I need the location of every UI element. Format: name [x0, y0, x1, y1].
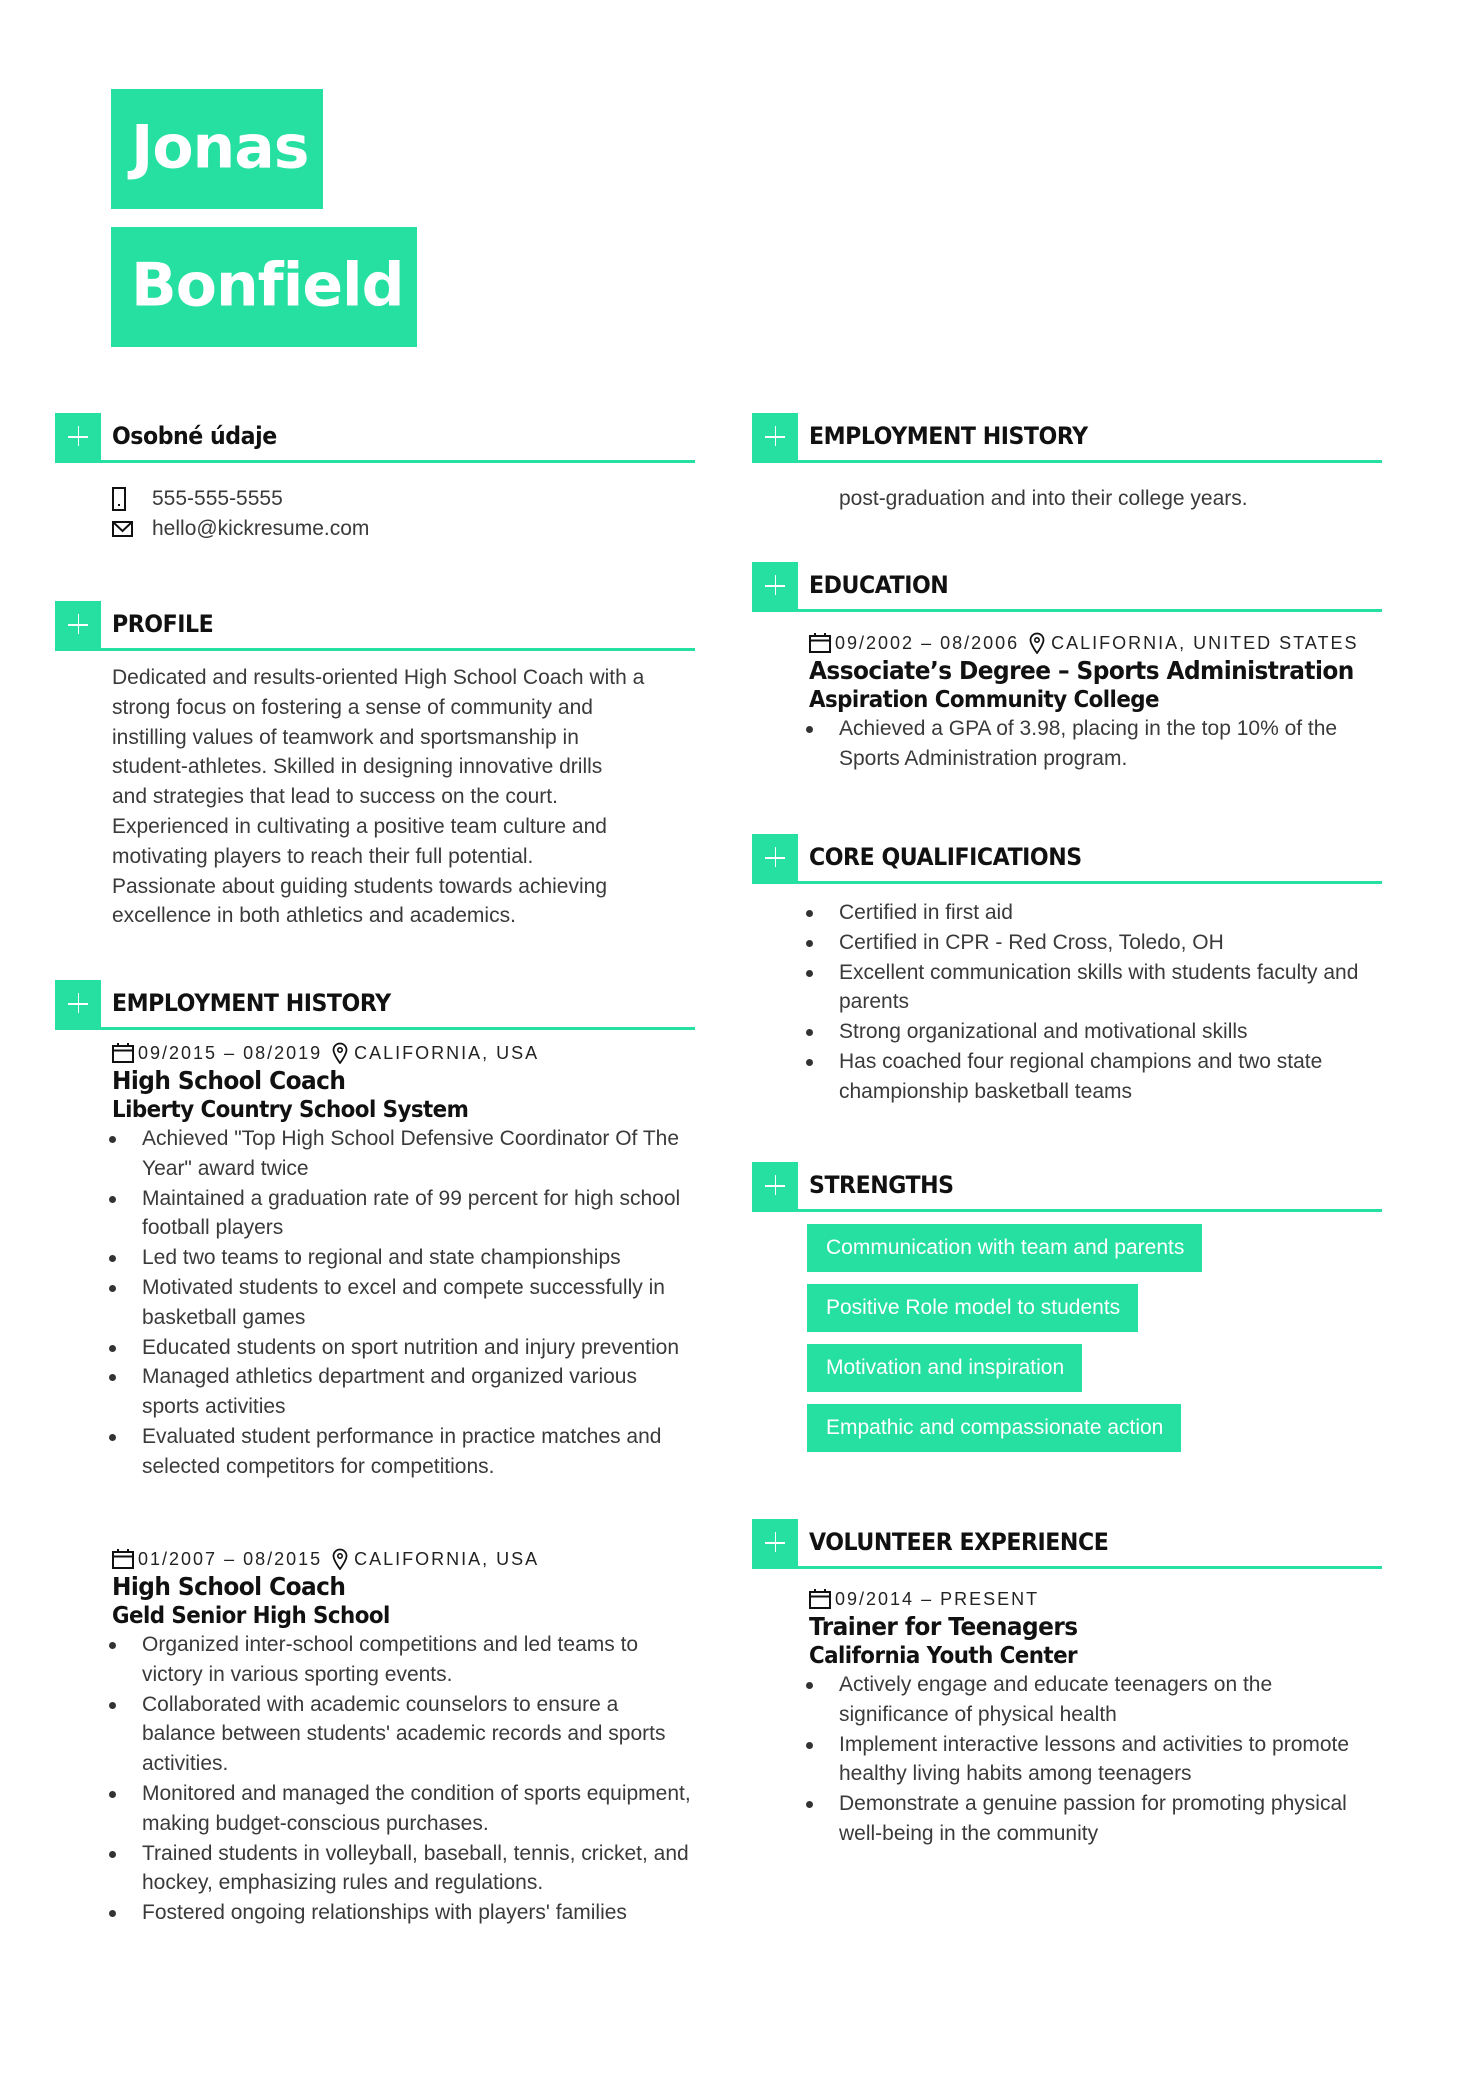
phone-icon — [112, 487, 138, 511]
volunteer-organization: California Youth Center — [809, 1643, 1078, 1669]
profile-line: student-athletes. Skilled in designing innovative drills — [112, 755, 603, 779]
bullet-item: Fostered ongoing relationships with players' families — [112, 1898, 695, 1928]
section-heading — [752, 1162, 1382, 1212]
bullet-item: Trained students in volleyball, baseball, tennis, cricket, and hockey, emphasizing rules and regulations. — [112, 1839, 695, 1899]
education-dates: 09/2002 – 08/2006 — [835, 632, 1020, 653]
profile-line: excellence in both athletics and academics. — [112, 904, 516, 928]
bullet-item: Maintained a graduation rate of 99 percent for high school football players — [112, 1184, 695, 1244]
first-name-box — [111, 89, 323, 209]
bullet-item: Implement interactive lessons and activities to promote healthy living habits among teenagers — [809, 1730, 1382, 1790]
profile-line: Passionate about guiding students towards achieving — [112, 874, 607, 898]
last-name-box — [111, 227, 417, 347]
strengths-section — [752, 1162, 1382, 1439]
bullet-item: Organized inter-school competitions and led teams to victory in various sporting events. — [112, 1630, 695, 1690]
personal-section — [55, 413, 695, 540]
phone-row — [112, 484, 695, 514]
job-meta — [112, 1040, 695, 1066]
profile-line: instilling values of teamwork and sportsmanship in — [112, 725, 579, 749]
bullet-item: Educated students on sport nutrition and injury prevention — [112, 1333, 695, 1363]
calendar-icon — [112, 1549, 134, 1569]
profile-line: strong focus on fostering a sense of community and — [112, 695, 593, 719]
section-title: EMPLOYMENT HISTORY — [809, 422, 1088, 450]
education-section — [752, 562, 1382, 770]
phone-number: 555-555-5555 — [152, 487, 283, 510]
employment-section — [55, 980, 695, 1925]
last-name: Bonfield — [131, 250, 404, 321]
section-title: CORE QUALIFICATIONS — [809, 843, 1082, 871]
location-pin-icon — [1029, 632, 1045, 654]
bullet-item: Motivated students to excel and compete successfully in basketball games — [112, 1273, 695, 1333]
job-location: CALIFORNIA, USA — [354, 1548, 540, 1569]
volunteer-bullets — [809, 1670, 1382, 1849]
employment-continued-text: post-graduation and into their college years. — [839, 487, 1248, 510]
qualifications-list — [809, 898, 1382, 1107]
section-title: Osobné údaje — [112, 422, 277, 450]
strength-tag: Motivation and inspiration — [807, 1344, 1082, 1392]
profile-section — [55, 601, 695, 928]
location-pin-icon — [332, 1548, 348, 1570]
section-title: PROFILE — [112, 610, 214, 638]
section-heading — [752, 1519, 1382, 1569]
profile-text — [112, 663, 695, 931]
education-bullets — [809, 714, 1382, 774]
job-location: CALIFORNIA, USA — [354, 1042, 540, 1063]
volunteer-section — [752, 1519, 1382, 1845]
bullet-item: Collaborated with academic counselors to ensure a balance between students' academic records and sports activities. — [112, 1690, 695, 1779]
qualification-item: Certified in CPR - Red Cross, Toledo, OH — [809, 928, 1382, 958]
employment-continued-section — [752, 413, 1382, 510]
first-name: Jonas — [131, 112, 309, 183]
bullet-item: Demonstrate a genuine passion for promoting physical well-being in the community — [809, 1789, 1382, 1849]
job-dates: 09/2015 – 08/2019 — [138, 1042, 323, 1063]
section-title: EDUCATION — [809, 571, 949, 599]
job-organization: Liberty Country School System — [112, 1097, 469, 1123]
job-organization: Geld Senior High School — [112, 1603, 390, 1629]
bullet-item: Actively engage and educate teenagers on the significance of physical health — [809, 1670, 1382, 1730]
section-heading — [752, 413, 1382, 463]
volunteer-dates: 09/2014 – PRESENT — [835, 1588, 1040, 1609]
bullet-item: Led two teams to regional and state championships — [112, 1243, 695, 1273]
profile-line: motivating players to reach their full potential. — [112, 844, 534, 868]
qualification-item: Strong organizational and motivational skills — [809, 1017, 1382, 1047]
school: Aspiration Community College — [809, 687, 1159, 713]
section-title: VOLUNTEER EXPERIENCE — [809, 1528, 1109, 1556]
bullet-item: Evaluated student performance in practice matches and selected competitors for competitions. — [112, 1422, 695, 1482]
bullet-item: Monitored and managed the condition of sports equipment, making budget-conscious purchases. — [112, 1779, 695, 1839]
education-meta — [809, 630, 1382, 656]
job-title: High School Coach — [112, 1066, 346, 1095]
job-dates: 01/2007 – 08/2015 — [138, 1548, 323, 1569]
volunteer-entry — [809, 1586, 1382, 1849]
strength-tag: Communication with team and parents — [807, 1224, 1202, 1272]
qualifications-section — [752, 834, 1382, 1103]
section-title: EMPLOYMENT HISTORY — [112, 989, 391, 1017]
volunteer-meta — [809, 1586, 1382, 1612]
mail-icon — [112, 517, 138, 541]
profile-line: Experienced in cultivating a positive team culture and — [112, 814, 607, 838]
qualification-item: Certified in first aid — [809, 898, 1382, 928]
strength-tag: Positive Role model to students — [807, 1284, 1138, 1332]
profile-line: and strategies that lead to success on the court. — [112, 785, 558, 809]
section-heading — [752, 834, 1382, 884]
section-heading — [752, 562, 1382, 612]
qualification-item: Excellent communication skills with students faculty and parents — [809, 958, 1382, 1018]
degree: Associate’s Degree – Sports Administration — [809, 656, 1354, 685]
job-entry — [112, 1040, 695, 1482]
profile-line: Dedicated and results-oriented High School Coach with a — [112, 666, 645, 689]
education-location: CALIFORNIA, UNITED STATES — [1051, 632, 1359, 653]
qualification-item: Has coached four regional champions and two state championship basketball teams — [809, 1047, 1382, 1107]
section-heading — [55, 601, 695, 651]
calendar-icon — [809, 1589, 831, 1609]
plus-icon — [752, 1519, 798, 1566]
bullet-item: Achieved "Top High School Defensive Coordinator Of The Year" award twice — [112, 1124, 695, 1184]
job-title: High School Coach — [112, 1572, 346, 1601]
section-title: STRENGTHS — [809, 1171, 954, 1199]
calendar-icon — [112, 1043, 134, 1063]
job-bullets — [112, 1630, 695, 1928]
job-meta — [112, 1546, 695, 1572]
bullet-item: Managed athletics department and organized various sports activities — [112, 1362, 695, 1422]
job-entry — [112, 1546, 695, 1928]
plus-icon — [55, 980, 101, 1027]
job-bullets — [112, 1124, 695, 1482]
section-heading — [55, 413, 695, 463]
plus-icon — [752, 413, 798, 460]
email-link[interactable]: hello@kickresume.com — [152, 517, 370, 540]
plus-icon — [752, 562, 798, 609]
email-row — [112, 514, 695, 544]
strength-tag: Empathic and compassionate action — [807, 1404, 1181, 1452]
plus-icon — [752, 834, 798, 881]
section-heading — [55, 980, 695, 1030]
bullet-item: Achieved a GPA of 3.98, placing in the top 10% of the Sports Administration program. — [809, 714, 1382, 774]
education-entry — [809, 630, 1382, 774]
calendar-icon — [809, 633, 831, 653]
location-pin-icon — [332, 1042, 348, 1064]
volunteer-title: Trainer for Teenagers — [809, 1612, 1078, 1641]
plus-icon — [55, 601, 101, 648]
plus-icon — [55, 413, 101, 460]
plus-icon — [752, 1162, 798, 1209]
